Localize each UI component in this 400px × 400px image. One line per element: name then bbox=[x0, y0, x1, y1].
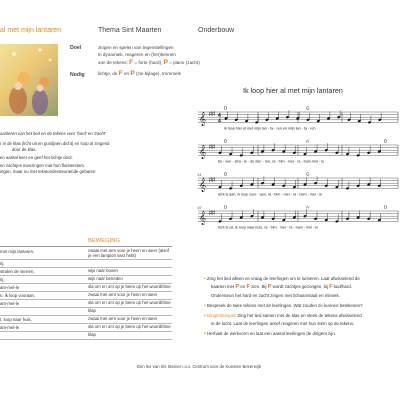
table-row bbox=[0, 284, 172, 292]
table-row bbox=[0, 292, 172, 300]
staff bbox=[197, 172, 398, 197]
forte-sign: F bbox=[129, 59, 134, 66]
key-signature: ♯♯ bbox=[209, 111, 215, 118]
lyric-cell: stralen de sterren, bbox=[0, 269, 35, 274]
lyric-cell: met mijn lantaren, bbox=[0, 249, 35, 254]
chord-symbol: G bbox=[306, 171, 310, 177]
doel-line-2: in dynamiek, reageren en (her)kennen bbox=[98, 52, 176, 57]
movement-cell: sla om en om op je been op het woordritme bbox=[88, 284, 171, 289]
lyric-cell: rij, bbox=[0, 277, 5, 282]
footer-credit: Een les van Iris Steiner i.o.v. Centrum voor de Kunsten Beverwijk bbox=[137, 364, 261, 369]
lantern-illustration bbox=[0, 44, 58, 116]
chord-symbol: D bbox=[384, 204, 388, 210]
movement-cell: zwaai met arm voor je heen en weer bbox=[88, 316, 158, 321]
table-row bbox=[0, 300, 172, 308]
table-row bbox=[0, 248, 172, 260]
instruction-3: door de klas. bbox=[12, 147, 37, 152]
lyric-cell: am-mel-le bbox=[0, 325, 20, 330]
treble-clef-icon: 𝄞 bbox=[199, 177, 207, 192]
instruction-6: ingen, maar nu met tekstondersteunende gebaren: bbox=[0, 169, 97, 174]
movement-cell: wijs naar boven bbox=[88, 268, 118, 273]
chord-symbol: D bbox=[224, 138, 228, 144]
key-signature: ♯♯ bbox=[209, 144, 215, 151]
lyric-line: be - ven - stra - le - de ster - ren, ra - bim - mel - ra - bam-mel - le bbox=[218, 159, 325, 164]
table-row bbox=[0, 276, 172, 284]
lyric-cell: am-mel-le bbox=[0, 285, 20, 290]
measure-number: 19 bbox=[197, 205, 202, 210]
bullet-2: • Bespreek de twee tekens met de leerlingen. Wat zouden ze kunnen betekenen? bbox=[204, 303, 363, 309]
group-label: Onderbouw bbox=[198, 27, 235, 34]
table-row bbox=[0, 260, 172, 268]
staff bbox=[198, 106, 398, 131]
chord-symbol: D bbox=[224, 171, 228, 177]
treble-clef-icon: 𝄞 bbox=[199, 144, 207, 159]
table-row bbox=[0, 324, 172, 332]
chord-symbol: A bbox=[306, 204, 310, 210]
movement-cell: sla om en om op je been op het woordritme bbox=[88, 300, 171, 305]
doel-line-1: zingen en spelen van tegenstellingen bbox=[98, 45, 174, 50]
bullet-1-cont: kaarten met P en F zien. Bij P wordt zachtjes gezongen, bij F luid/hard. bbox=[211, 284, 353, 290]
chord-symbol: G bbox=[306, 105, 310, 111]
instruction-5: en zachtjes meezingen met hun fluisterstem. bbox=[0, 163, 86, 168]
movement-cell: zwaai met arm voor je heen en weer (alsof je een lampion vast hebt) bbox=[88, 248, 169, 258]
lyric-cell: am-mel-le bbox=[0, 301, 20, 306]
staff bbox=[197, 205, 398, 230]
table-header-line bbox=[0, 246, 172, 247]
lyric-line: licht is aan, ik loop voor - aan, ra - bim - mel - ra - bam - mel - le bbox=[218, 192, 322, 197]
bullet-3-cont: in de lucht. Laat de leerlingen actief reageren met hun stem op de tekens. bbox=[211, 321, 355, 326]
lyric-cell: n, ik loop vooraan, bbox=[0, 293, 36, 298]
instruction-1: aanleren van het lied en de tekens voor 'hard' en 'zacht' bbox=[0, 131, 106, 136]
table-row bbox=[0, 308, 172, 316]
staff bbox=[198, 139, 398, 164]
theme-label: Thema Sint Maarten bbox=[98, 27, 162, 34]
movement-cell: sla om en om op je been op het woordritme bbox=[88, 324, 171, 329]
lesson-title: al met mijn lantaren bbox=[0, 27, 62, 34]
key-signature: ♯♯ bbox=[209, 177, 215, 184]
sheet-music bbox=[196, 100, 400, 250]
movement-cell: wijs naar beneden bbox=[88, 276, 123, 281]
lyric-cell: t, loop naar huis, bbox=[0, 317, 32, 322]
treble-clef-icon: 𝄞 bbox=[199, 210, 207, 225]
nodig-text: lichtje, de F en P (zie bijlage), trommels bbox=[98, 70, 181, 77]
beweging-header: BEWEGING bbox=[88, 238, 120, 244]
piano-sign: P bbox=[163, 59, 168, 66]
table-row bbox=[0, 332, 172, 340]
bullet-1: • Zing het lied alleen en vraag de leerlingen om te luisteren. Laat afwisselend de bbox=[204, 276, 360, 282]
time-signature: 4 bbox=[218, 118, 221, 125]
bullet-4: • Herhaal de werkvorm en laat een aantal leerlingen de dirigent zijn. bbox=[204, 331, 336, 337]
lyric-line: licht is uit, ik loop naar huis, ra - bim - mel - ra - bam - mel - le bbox=[218, 225, 319, 230]
song-title: Ik loop hier al met mijn lantaren bbox=[243, 86, 343, 95]
measure-number: 14 bbox=[197, 172, 202, 177]
chord-symbol: D bbox=[224, 105, 228, 111]
table-row bbox=[0, 316, 172, 324]
table-row bbox=[0, 268, 172, 276]
doel-line-3: van de tekens: F = forte (hard), P = piano (zacht) bbox=[98, 59, 200, 66]
bullet-1-cont-2: Ondersteun het hard en zacht zingen met lichaamstaal en mimiek. bbox=[211, 293, 340, 298]
movement-cell: zwaai met arm voor je heen en weer bbox=[88, 292, 158, 297]
chord-symbol: A bbox=[306, 138, 310, 144]
time-signature: 4 bbox=[218, 113, 221, 119]
movement-cell: klap bbox=[88, 332, 96, 337]
nodig-label: Nodig bbox=[70, 72, 85, 78]
key-signature: ♯♯ bbox=[209, 210, 215, 217]
doel-label: Doel bbox=[70, 45, 82, 51]
chord-symbol: D bbox=[224, 204, 228, 210]
movement-cell: klap bbox=[88, 308, 96, 313]
chord-symbol: D bbox=[384, 138, 388, 144]
instruction-4: en aantal keer en geef het lichtje door. bbox=[0, 155, 73, 160]
bullet-3: • Dirigentenspel: Zing het lied samen met de klas en steek de tekens afwisselend bbox=[204, 313, 362, 319]
treble-clef-icon: 𝄞 bbox=[199, 111, 207, 126]
lyric-cell: rij, bbox=[0, 261, 5, 266]
lyric-line: Ik loop hier al met mijn lan - ta - ren en mijn lan - ta - ren bbox=[224, 126, 316, 131]
instruction-2: r in de klas (licht uit en gordijnen dicht) en loop al zingend bbox=[0, 141, 110, 146]
